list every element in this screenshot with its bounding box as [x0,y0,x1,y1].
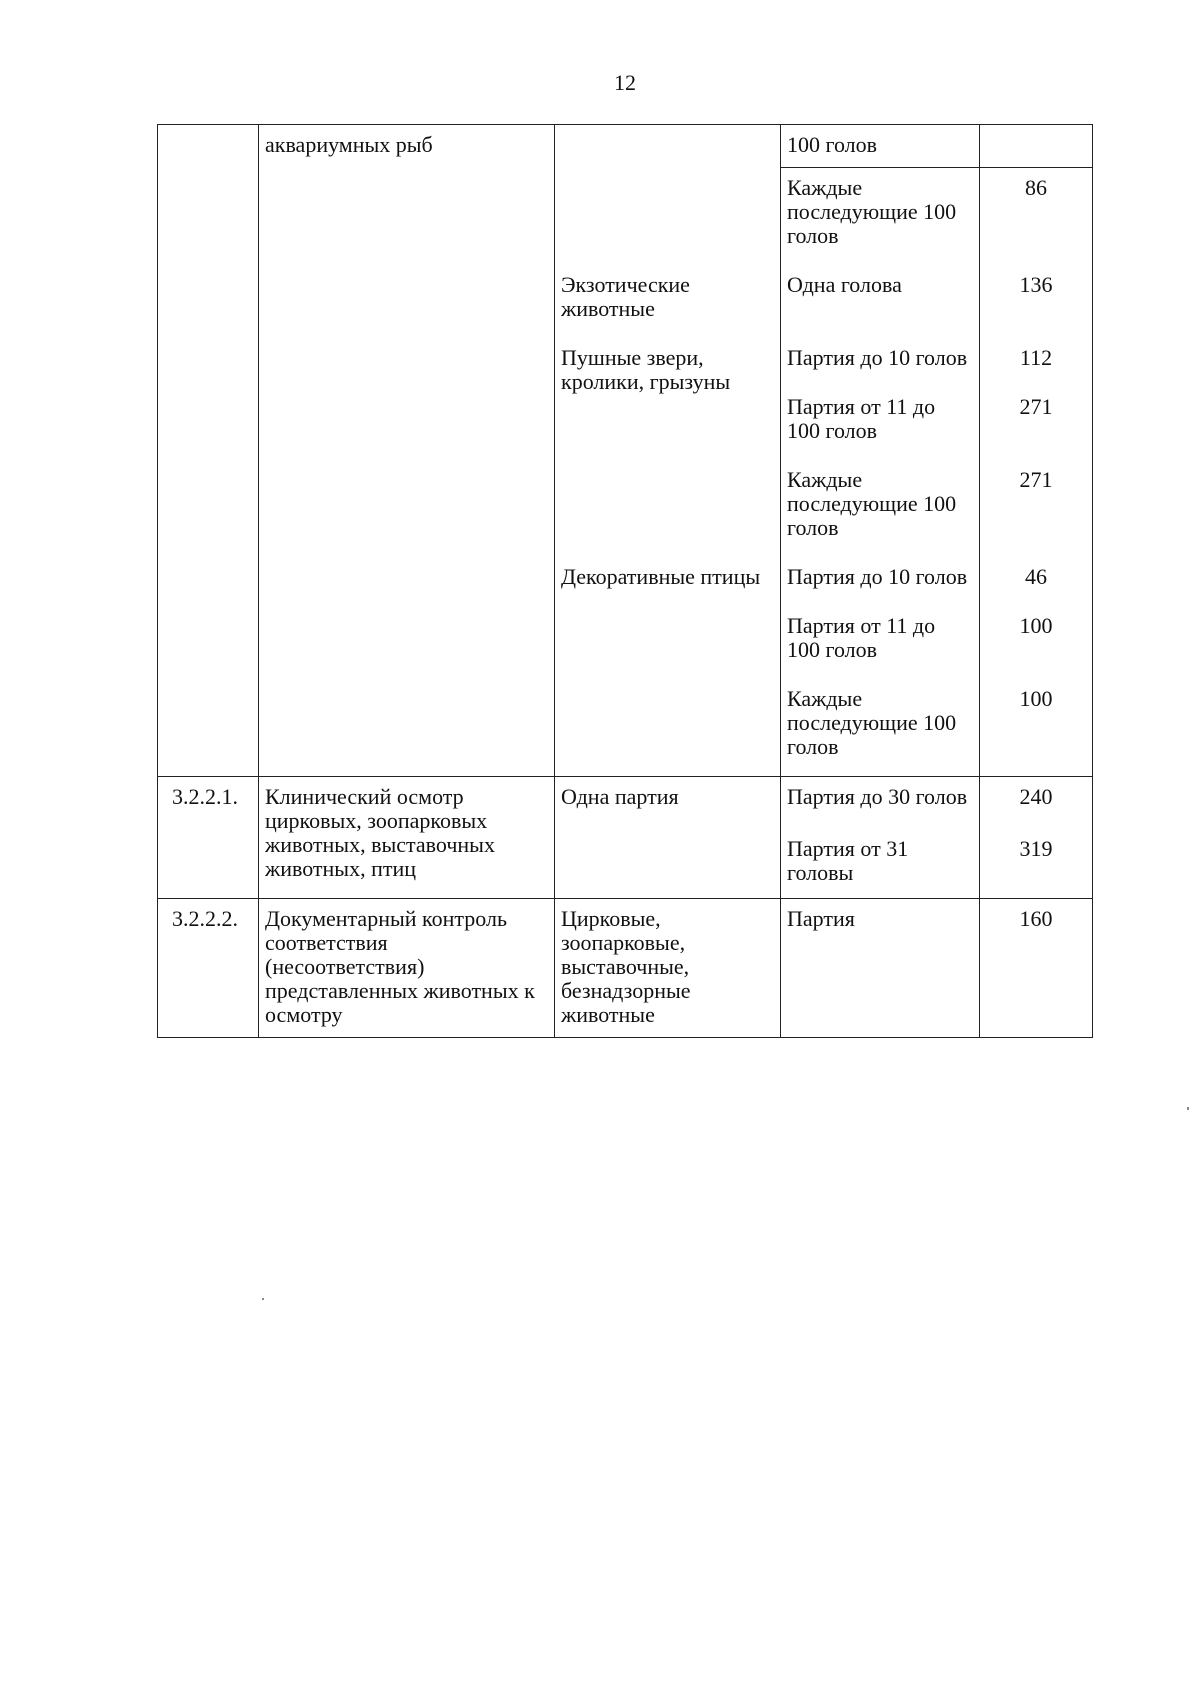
unit: Партия до 10 голов [787,345,968,370]
price-cell [980,125,1093,168]
price: 136 [1019,272,1053,297]
price: 100 [1019,613,1053,638]
unit: Каждые последующие 100 голов [787,175,957,248]
category: Декоративные птицы [561,564,761,589]
unit-cell [781,899,980,1038]
tariff-table [157,124,1093,1038]
item-name: аквариумных рыб [265,132,433,157]
item-name: Документарный контроль соответствия (несоответствия) представленных животных к осмотру [265,906,535,1027]
unit: Партия от 31 головы [787,835,909,885]
category-cell [555,899,781,1038]
unit: Партия до 30 голов [787,784,968,809]
unit-cell [781,338,980,387]
unit-cell [781,777,980,829]
unit-cell [781,387,980,460]
unit: Каждые последующие 100 голов [787,686,957,759]
table-row [158,899,1093,1038]
category: Экзотические животные [561,272,690,321]
unit-cell [781,829,980,899]
price-cell [980,899,1093,1038]
unit: Партия [787,906,855,931]
price-cell [980,265,1093,338]
category: Цирковые, зоопарковые, выставочные, безнадзорные животные [561,906,691,1027]
unit-cell [781,679,980,777]
price: 271 [1019,467,1053,492]
price [986,125,1086,143]
price: 46 [1025,564,1047,589]
category-cell [555,125,781,266]
unit-cell [781,460,980,557]
page-number: 12 [614,70,636,95]
tariff-table-wrapper [157,124,1092,1038]
price-cell [980,168,1093,266]
category-cell [555,265,781,338]
category: Одна партия [561,784,679,809]
scan-speck [262,1298,264,1300]
unit-cell [781,265,980,338]
unit-cell [781,168,980,266]
item-name: Клинический осмотр цирковых, зоопарковых животных, выставочных животных, птиц [265,784,495,881]
scan-speck [1187,1107,1189,1110]
price-cell [980,777,1093,829]
item-code-cell [158,125,259,777]
price: 240 [1019,784,1053,809]
table-row [158,125,1093,168]
unit: Партия от 11 до 100 голов [787,394,936,443]
price: 160 [1019,906,1053,931]
unit: Партия от 11 до 100 голов [787,613,936,662]
item-code: 3.2.2.2. [172,906,238,931]
price: 319 [1019,835,1053,861]
item-code-cell [158,899,259,1038]
price-cell [980,460,1093,557]
category-cell [555,557,781,777]
unit: Партия до 10 голов [787,564,968,589]
price-cell [980,829,1093,899]
unit: Одна голова [787,272,902,297]
category: Пушные звери, кролики, грызуны [561,345,731,394]
category [561,125,774,150]
price-cell [980,679,1093,777]
item-code-cell [158,777,259,899]
price: 100 [1019,686,1053,711]
item-name-cell [259,125,555,777]
unit-cell [781,557,980,606]
item-name-cell [259,899,555,1038]
item-code [172,125,252,150]
price-cell [980,606,1093,679]
item-code: 3.2.2.1. [172,784,238,809]
unit: 100 голов [787,132,878,157]
price-cell [980,338,1093,387]
price: 112 [1019,345,1053,370]
price: 271 [1019,394,1053,419]
category-cell [555,338,781,557]
price-cell [980,387,1093,460]
category-cell [555,777,781,899]
unit: Каждые последующие 100 голов [787,467,957,540]
table-row [158,777,1093,829]
price: 86 [1025,175,1047,200]
item-name-cell [259,777,555,899]
unit-cell [781,606,980,679]
unit-cell [781,125,980,168]
price-cell [980,557,1093,606]
